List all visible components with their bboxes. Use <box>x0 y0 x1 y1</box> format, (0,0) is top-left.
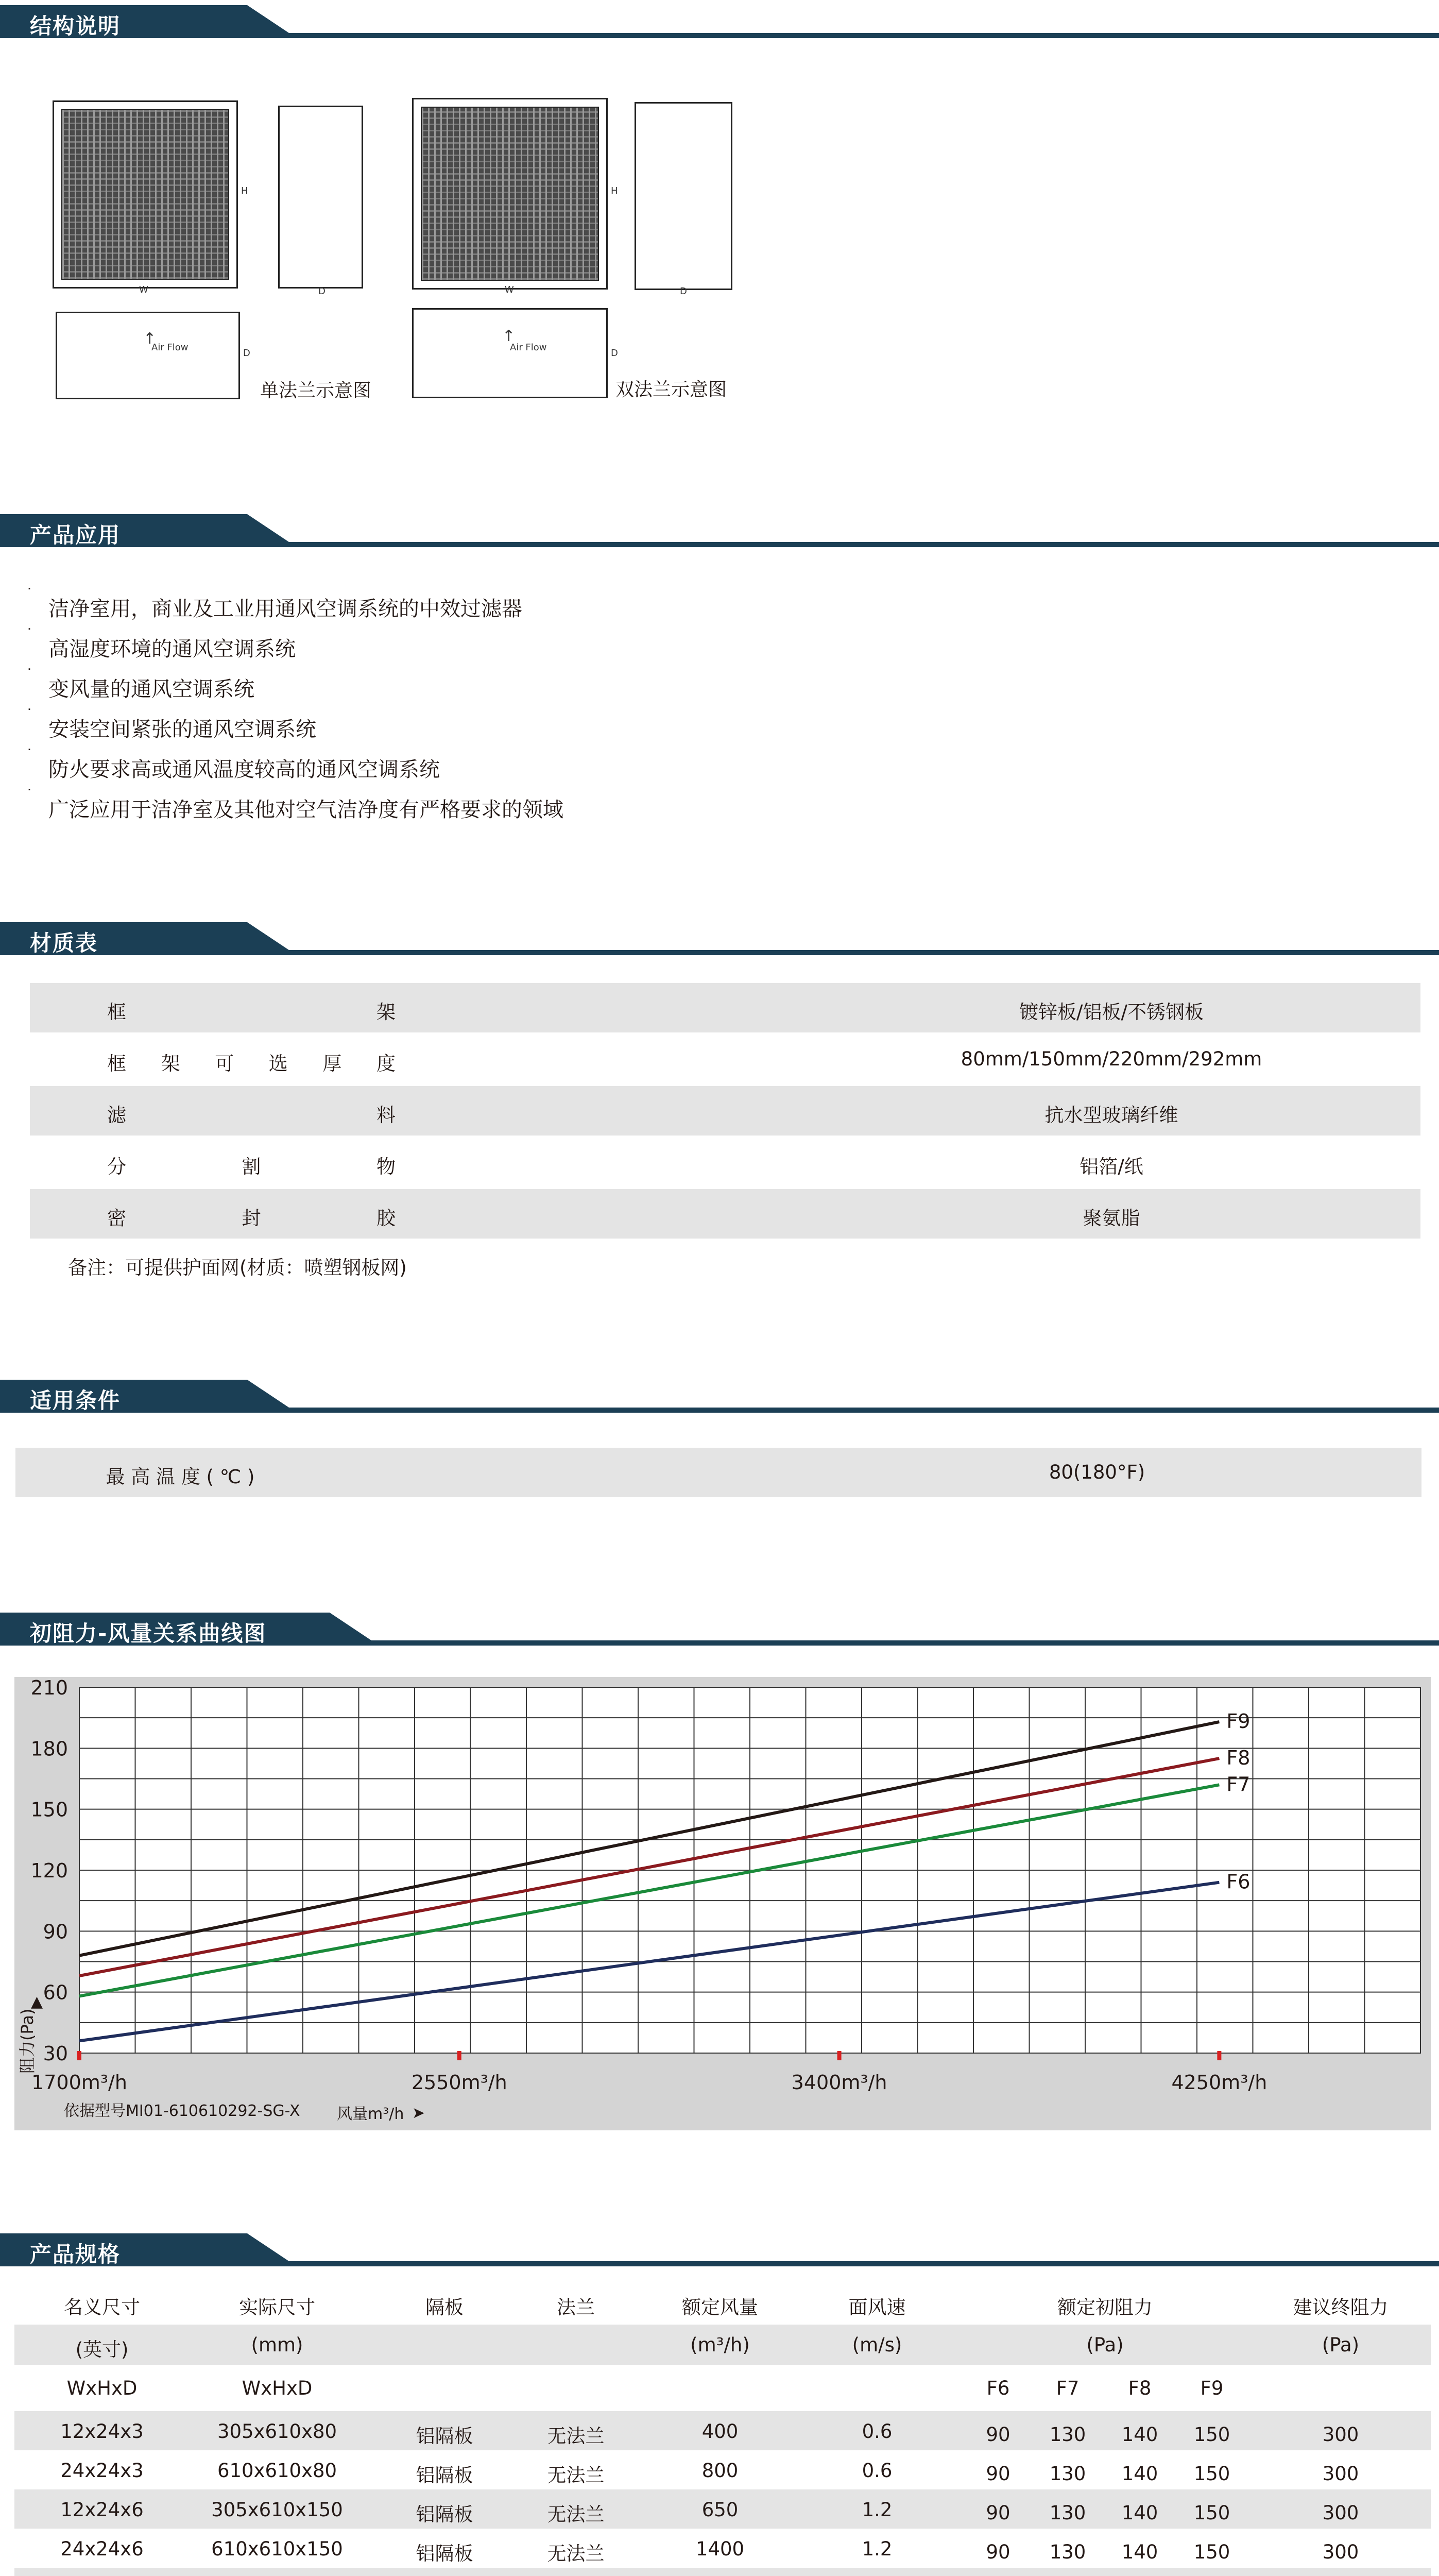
y-tick-label: 60 <box>43 1981 68 2004</box>
list-item <box>26 666 254 702</box>
table-cell: 140 <box>1121 2424 1158 2446</box>
dim-d-label: D <box>611 348 618 359</box>
list-item <box>26 585 522 622</box>
single-flange-front-view <box>53 100 238 289</box>
table-cell: 铝隔板 <box>416 2543 473 2565</box>
spec-header-row <box>14 2325 1431 2365</box>
y-tick-label: 120 <box>30 1859 68 1882</box>
table-cell: 650 <box>701 2499 739 2521</box>
list-item <box>26 706 316 742</box>
table-row <box>30 1086 1420 1136</box>
resistance-airflow-chart <box>14 1677 1431 2130</box>
table-cell: 1400 <box>695 2538 745 2560</box>
row-key-char: 密 <box>107 1207 126 1229</box>
dim-d-label: D <box>243 348 250 359</box>
column-subheader: WxHxD <box>242 2377 313 2399</box>
table-cell: 铝隔板 <box>416 2464 473 2486</box>
table-cell: 300 <box>1322 2463 1359 2485</box>
row-key-char: 框 <box>107 1001 126 1023</box>
table-row <box>30 1138 1420 1187</box>
row-key <box>107 1202 396 1230</box>
table-cell: 无法兰 <box>547 2503 605 2526</box>
double-flange-top-view <box>412 308 608 398</box>
list-item-text: 防火要求高或通风温度较高的通风空调系统 <box>48 758 440 782</box>
table-row <box>14 2568 1431 2576</box>
bullet-icon: ˙ <box>26 706 33 723</box>
table-cell: 800 <box>701 2460 739 2482</box>
section-title: 结构说明 <box>30 13 121 39</box>
table-cell: 150 <box>1193 2463 1230 2485</box>
row-key-char: 物 <box>376 1156 396 1178</box>
series-label: F8 <box>1226 1747 1250 1770</box>
table-cell: 150 <box>1193 2424 1230 2446</box>
column-subheader: F8 <box>1128 2377 1152 2399</box>
section-header-material <box>0 922 1439 955</box>
airflow-arrow-icon: ↑ <box>502 327 516 345</box>
x-tick-label: 3400m³/h <box>791 2071 887 2094</box>
table-cell: 300 <box>1322 2541 1359 2563</box>
column-unit: (英寸) <box>75 2338 129 2361</box>
table-cell: 1.2 <box>862 2538 893 2560</box>
airflow-label: Air Flow <box>151 342 189 353</box>
table-row <box>14 2450 1431 2489</box>
section-title: 产品应用 <box>30 522 121 548</box>
column-unit: (m/s) <box>852 2334 902 2356</box>
y-axis-arrow-icon: ▲ <box>31 1993 43 2011</box>
list-item-text: 变风量的通风空调系统 <box>48 677 254 701</box>
list-item <box>26 625 296 662</box>
row-key-char: 可 <box>215 1053 234 1075</box>
table-cell: 12x24x3 <box>60 2420 144 2443</box>
spec-header-row <box>14 2368 1431 2408</box>
column-subheader: WxHxD <box>66 2377 138 2399</box>
table-cell: 90 <box>986 2463 1010 2485</box>
y-tick-label: 210 <box>30 1677 68 1699</box>
y-tick-label: 90 <box>43 1920 68 1943</box>
y-tick-label: 30 <box>43 2042 68 2065</box>
table-cell: 610x610x150 <box>211 2538 343 2560</box>
list-item-text: 安装空间紧张的通风空调系统 <box>48 718 316 741</box>
table-cell: 无法兰 <box>547 2464 605 2486</box>
airflow-label: Air Flow <box>510 342 547 353</box>
table-cell: 140 <box>1121 2541 1158 2563</box>
series-label: F6 <box>1226 1870 1250 1893</box>
series-label: F9 <box>1226 1710 1250 1733</box>
column-unit: (Pa) <box>1322 2334 1360 2356</box>
dim-h-label: H <box>611 185 618 196</box>
x-axis-arrow-icon: ➤ <box>412 2104 425 2122</box>
section-header-application <box>0 514 1439 547</box>
table-cell: 24x24x3 <box>60 2460 144 2482</box>
table-cell: 140 <box>1121 2502 1158 2524</box>
table-row <box>14 2529 1431 2568</box>
row-key-char: 割 <box>242 1156 261 1178</box>
table-row <box>30 1189 1420 1239</box>
section-title: 材质表 <box>30 930 98 956</box>
column-header: 名义尺寸 <box>64 2296 140 2318</box>
table-cell: 12x24x6 <box>60 2499 144 2521</box>
column-subheader: F9 <box>1200 2377 1224 2399</box>
section-title: 适用条件 <box>30 1388 121 1413</box>
dim-h-label: H <box>241 185 248 196</box>
table-cell: 无法兰 <box>547 2543 605 2565</box>
section-header-structure <box>0 5 1439 38</box>
table-row <box>30 1035 1420 1084</box>
row-value: 80mm/150mm/220mm/292mm <box>961 1048 1262 1070</box>
row-key-char: 胶 <box>376 1207 396 1229</box>
row-key-char: 滤 <box>107 1104 126 1126</box>
y-tick-label: 150 <box>30 1798 68 1821</box>
condition-row <box>15 1448 1421 1497</box>
column-unit: (mm) <box>251 2334 303 2356</box>
column-unit: (m³/h) <box>690 2334 750 2356</box>
single-flange-side-view <box>278 106 363 289</box>
bullet-icon: ˙ <box>26 746 33 763</box>
column-unit: (Pa) <box>1086 2334 1124 2356</box>
list-item-text: 洁净室用，商业及工业用通风空调系统的中效过滤器 <box>48 597 522 621</box>
table-cell: 0.6 <box>862 2460 893 2482</box>
y-axis-label: 阻力(Pa) <box>18 2008 37 2074</box>
column-subheader: F7 <box>1056 2377 1080 2399</box>
table-cell: 90 <box>986 2502 1010 2524</box>
double-flange-side-view <box>635 102 732 290</box>
table-row <box>14 2489 1431 2529</box>
table-cell: 400 <box>701 2420 739 2443</box>
column-header: 额定风量 <box>682 2296 758 2318</box>
table-cell: 无法兰 <box>547 2425 605 2447</box>
x-tick-label: 1700m³/h <box>31 2071 127 2094</box>
table-cell: 130 <box>1049 2463 1086 2485</box>
bullet-icon: ˙ <box>26 786 33 803</box>
table-cell: 130 <box>1049 2502 1086 2524</box>
table-cell: 150 <box>1193 2502 1230 2524</box>
table-cell: 90 <box>986 2424 1010 2446</box>
section-header-spec <box>0 2233 1439 2266</box>
table-row <box>14 2411 1431 2450</box>
table-cell: 24x24x6 <box>60 2538 144 2560</box>
table-cell: 305x610x150 <box>211 2499 343 2521</box>
section-title: 初阻力-风量关系曲线图 <box>30 1621 267 1646</box>
dim-w-label: W <box>139 284 148 295</box>
column-header: 面风速 <box>848 2296 906 2318</box>
list-item-text: 广泛应用于洁净室及其他对空气洁净度有严格要求的领域 <box>48 798 563 822</box>
row-value: 抗水型玻璃纤维 <box>1044 1104 1178 1126</box>
table-cell: 300 <box>1322 2502 1359 2524</box>
material-note: 备注：可提供护面网(材质：喷塑钢板网) <box>68 1257 407 1279</box>
column-header: 隔板 <box>425 2296 464 2318</box>
row-key-char: 框 <box>107 1053 126 1075</box>
bullet-icon: ˙ <box>26 625 33 642</box>
row-value: 聚氨脂 <box>1083 1207 1140 1229</box>
row-key-char: 封 <box>242 1207 261 1229</box>
series-label: F7 <box>1226 1773 1250 1796</box>
column-header: 额定初阻力 <box>1057 2296 1153 2318</box>
row-value: 铝箔/纸 <box>1080 1156 1143 1178</box>
row-key <box>107 1151 396 1179</box>
section-header-condition <box>0 1380 1439 1413</box>
bullet-icon: ˙ <box>26 666 33 683</box>
y-tick-label: 180 <box>30 1737 68 1760</box>
row-key <box>107 996 396 1024</box>
table-cell: 130 <box>1049 2424 1086 2446</box>
table-cell: 610x610x80 <box>217 2460 337 2482</box>
column-header: 建议终阻力 <box>1293 2296 1389 2318</box>
dim-d-label: D <box>680 286 687 297</box>
table-cell: 305x610x80 <box>217 2420 337 2443</box>
row-value: 镀锌板/铝板/不锈钢板 <box>1019 1001 1204 1023</box>
double-flange-caption: 双法兰示意图 <box>615 379 727 400</box>
dim-w-label: W <box>505 284 514 295</box>
chart-svg <box>14 1677 1431 2130</box>
condition-key: 最 高 温 度 ( ℃ ) <box>106 1466 255 1488</box>
double-flange-front-view <box>412 98 608 290</box>
single-flange-top-view <box>56 312 240 399</box>
table-cell: 130 <box>1049 2541 1086 2563</box>
row-key-char: 度 <box>376 1053 396 1075</box>
row-key-char: 架 <box>376 1001 396 1023</box>
section-title: 产品规格 <box>30 2242 121 2267</box>
column-header: 实际尺寸 <box>239 2296 315 2318</box>
table-cell: 0.6 <box>862 2420 893 2443</box>
dim-d-label: D <box>318 286 326 297</box>
list-item <box>26 746 440 783</box>
condition-value: 80(180°F) <box>1049 1461 1145 1483</box>
airflow-arrow-icon: ↑ <box>143 330 157 348</box>
single-flange-caption: 单法兰示意图 <box>260 380 372 401</box>
row-key-char: 料 <box>376 1104 396 1126</box>
bullet-icon: ˙ <box>26 585 33 602</box>
spec-header-row <box>14 2282 1431 2323</box>
row-key-char: 架 <box>161 1053 180 1075</box>
list-item-text: 高湿度环境的通风空调系统 <box>48 637 296 661</box>
x-tick-label: 2550m³/h <box>411 2071 507 2094</box>
table-cell: 铝隔板 <box>416 2425 473 2447</box>
section-header-curve <box>0 1613 1439 1646</box>
table-cell: 300 <box>1322 2424 1359 2446</box>
x-axis-label: 风量m³/h <box>337 2105 404 2123</box>
column-subheader: F6 <box>986 2377 1010 2399</box>
row-key <box>107 1099 396 1127</box>
table-row <box>30 983 1420 1032</box>
list-item <box>26 786 563 823</box>
row-key-char: 选 <box>268 1053 288 1075</box>
row-key-char: 分 <box>107 1156 126 1178</box>
column-header: 法兰 <box>557 2296 595 2318</box>
chart-basis-note: 依据型号MI01-610610292-SG-X <box>64 2102 300 2120</box>
row-key <box>107 1048 396 1076</box>
table-cell: 150 <box>1193 2541 1230 2563</box>
table-cell: 1.2 <box>862 2499 893 2521</box>
table-cell: 140 <box>1121 2463 1158 2485</box>
x-tick-label: 4250m³/h <box>1171 2071 1267 2094</box>
table-cell: 90 <box>986 2541 1010 2563</box>
row-key-char: 厚 <box>322 1053 342 1075</box>
table-cell: 铝隔板 <box>416 2503 473 2526</box>
